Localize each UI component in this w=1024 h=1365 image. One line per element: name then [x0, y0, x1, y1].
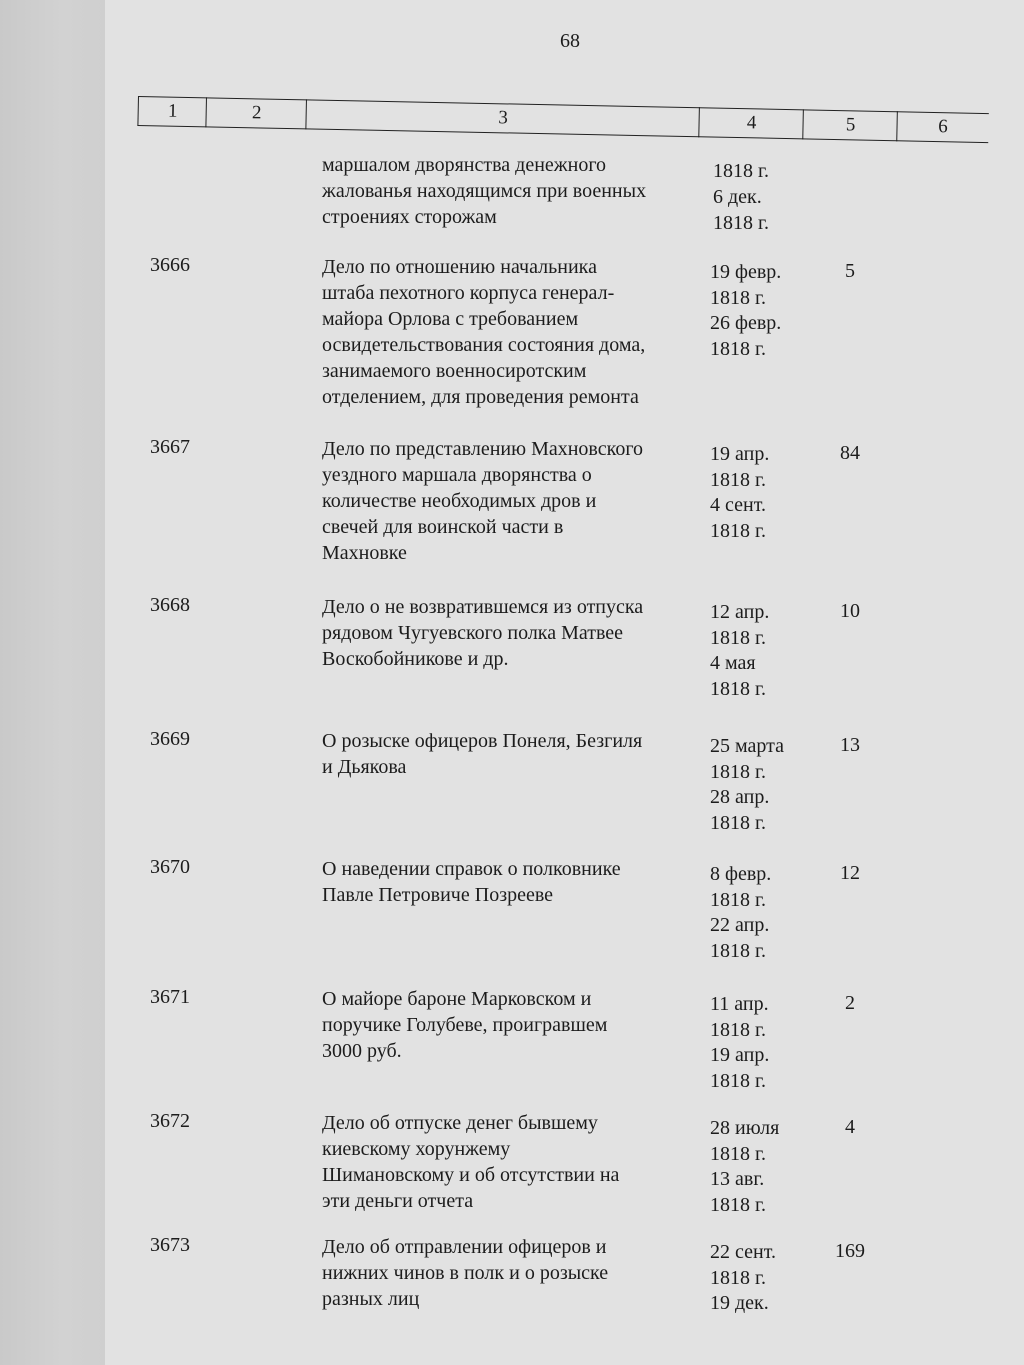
- description-line: Шимановскому и об отсутствии на: [322, 1164, 620, 1186]
- column-header-4: 4: [698, 107, 804, 139]
- entry-number: 3667: [150, 436, 190, 458]
- date-line: 1818 г.: [710, 1069, 766, 1092]
- entry-dates: [710, 734, 820, 836]
- entry-dates: [710, 862, 820, 964]
- date-line: 1818 г.: [710, 1142, 766, 1165]
- entry-number: 3668: [150, 594, 190, 616]
- entry-number: 3672: [150, 1110, 190, 1132]
- description-line: Дело об отправлении офицеров и: [322, 1236, 607, 1258]
- sheet-count: 13: [840, 734, 860, 756]
- column-header-5: 5: [802, 109, 898, 141]
- description-line: строениях сторожам: [322, 206, 497, 228]
- date-line: 22 апр.: [710, 914, 770, 936]
- date-line: 1818 г.: [710, 626, 766, 649]
- date-line: 13 авг.: [710, 1168, 765, 1190]
- sheet-count: 4: [845, 1116, 855, 1138]
- entry-description: [322, 1234, 702, 1312]
- date-line: 1818 г.: [713, 212, 769, 234]
- date-line: 1818 г.: [710, 677, 766, 700]
- date-line: 22 сент.: [710, 1241, 776, 1263]
- description-line: штаба пехотного корпуса генерал-: [322, 282, 615, 304]
- description-line: жалованья находящимся при военных: [322, 180, 647, 202]
- description-line: уездного маршала дворянства о: [322, 464, 592, 486]
- description-line: рядовом Чугуевского полка Матвее: [322, 622, 624, 644]
- date-line: 1818 г.: [710, 1193, 766, 1216]
- date-line: 11 апр.: [710, 993, 769, 1015]
- date-line: 6 дек.: [713, 186, 762, 208]
- description-line: Воскобойникове и др.: [322, 648, 509, 670]
- entry-number: 3671: [150, 986, 190, 1008]
- description-line: Дело по представлению Махновского: [322, 438, 644, 460]
- column-header-6: 6: [896, 111, 989, 143]
- sheet-count: 5: [845, 260, 855, 282]
- date-line: 1818 г.: [710, 760, 766, 783]
- description-line: разных лиц: [322, 1288, 420, 1310]
- continuation-dates: [713, 158, 823, 236]
- date-line: 12 апр.: [710, 601, 770, 623]
- description-line: маршалом дворянства денежного: [322, 154, 607, 176]
- book-gutter: [0, 0, 106, 1365]
- description-line: О розыске офицеров Понеля, Безгиля: [322, 730, 643, 752]
- entry-description: [322, 436, 702, 566]
- entry-dates: [710, 1116, 820, 1218]
- date-line: 25 марта: [710, 735, 784, 757]
- date-line: 19 апр.: [710, 1044, 770, 1066]
- date-line: 1818 г.: [710, 939, 766, 962]
- date-line: 1818 г.: [710, 888, 766, 911]
- sheet-count: 84: [840, 442, 860, 464]
- entry-dates: [710, 992, 820, 1094]
- entry-description: [322, 728, 702, 780]
- entry-number: 3669: [150, 728, 190, 750]
- description-line: Павле Петровиче Позрееве: [322, 884, 554, 906]
- entry-description: [322, 594, 702, 672]
- date-line: 19 апр.: [710, 443, 770, 465]
- date-line: 1818 г.: [710, 1018, 766, 1041]
- entry-description: [322, 1110, 702, 1214]
- date-line: 1818 г.: [710, 468, 766, 491]
- entry-number: 3666: [150, 254, 190, 276]
- sheet-count: 169: [835, 1240, 865, 1262]
- date-line: 19 февр.: [710, 261, 782, 283]
- entry-number: 3673: [150, 1234, 190, 1256]
- description-line: занимаемого военносиротским: [322, 360, 587, 382]
- column-header-2: 2: [205, 97, 307, 129]
- date-line: 1818 г.: [710, 1266, 766, 1289]
- entry-dates: [710, 260, 820, 362]
- description-line: поручике Голубеве, проигравшем: [322, 1014, 608, 1036]
- date-line: 4 сент.: [710, 494, 766, 516]
- date-line: 28 апр.: [710, 786, 770, 808]
- date-line: 26 февр.: [710, 312, 782, 334]
- description-line: 3000 руб.: [322, 1040, 402, 1062]
- date-line: 1818 г.: [710, 519, 766, 542]
- entry-description: [322, 986, 702, 1064]
- description-line: Дело по отношению начальника: [322, 256, 597, 278]
- date-line: 1818 г.: [713, 160, 769, 182]
- entry-dates: [710, 442, 820, 544]
- entry-description: [322, 856, 702, 908]
- date-line: 28 июля: [710, 1117, 780, 1139]
- date-line: 1818 г.: [710, 337, 766, 360]
- entry-number: 3670: [150, 856, 190, 878]
- continuation-description: [322, 152, 712, 230]
- entry-dates: [710, 600, 820, 702]
- sheet-count: 2: [845, 992, 855, 1014]
- sheet-count: 10: [840, 600, 860, 622]
- description-line: киевскому хорунжему: [322, 1138, 511, 1160]
- description-line: освидетельствования состояния дома,: [322, 334, 646, 356]
- page-number: 68: [560, 30, 580, 52]
- description-line: Дело о не возвратившемся из отпуска: [322, 596, 644, 618]
- description-line: эти деньги отчета: [322, 1190, 474, 1212]
- entry-dates: [710, 1240, 820, 1317]
- description-line: нижних чинов в полк и о розыске: [322, 1262, 609, 1284]
- description-line: свечей для воинской части в: [322, 516, 564, 538]
- description-line: О наведении справок о полковнике: [322, 858, 621, 880]
- description-line: отделением, для проведения ремонта: [322, 386, 639, 408]
- column-header-3: 3: [305, 99, 700, 137]
- description-line: Махновке: [322, 542, 407, 564]
- description-line: количестве необходимых дров и: [322, 490, 597, 512]
- date-line: 1818 г.: [710, 811, 766, 834]
- description-line: Дело об отпуске денег бывшему: [322, 1112, 598, 1134]
- description-line: майора Орлова с требованием: [322, 308, 579, 330]
- description-line: О майоре бароне Марковском и: [322, 988, 592, 1010]
- date-line: 19 дек.: [710, 1292, 769, 1314]
- date-line: 4 мая: [710, 652, 756, 674]
- description-line: и Дьякова: [322, 756, 407, 778]
- date-line: 8 февр.: [710, 863, 772, 885]
- entry-description: [322, 254, 702, 410]
- column-header-1: 1: [137, 96, 207, 127]
- sheet-count: 12: [840, 862, 860, 884]
- date-line: 1818 г.: [710, 286, 766, 309]
